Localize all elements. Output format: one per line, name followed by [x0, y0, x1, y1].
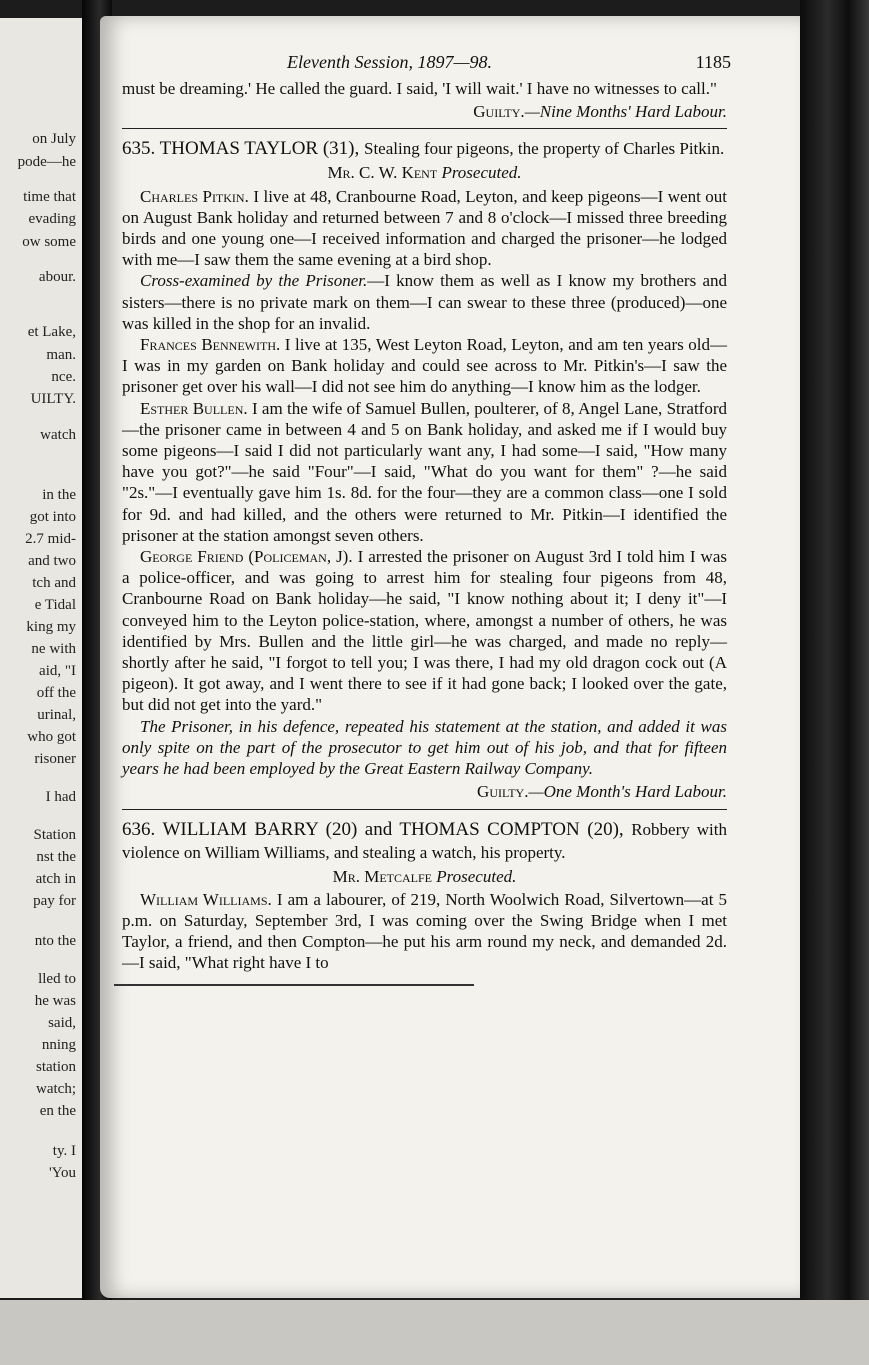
- running-title: Eleventh Session, 1897—98.: [287, 52, 492, 72]
- left-margin-fragment: Station: [33, 827, 76, 843]
- charge: Robbery with violence on William Williams, and stealing a watch, his property.: [122, 819, 727, 862]
- left-margin-fragment: et Lake,: [27, 324, 76, 340]
- testimony-text: I arrested the prisoner on August 3rd I told him I was a police-officer, and was going to arrest him for stealing four pigeons from 48, Cranbourne Road on Bank holiday—he said, "I know nothing about it; I deny it"—I conveyed him to the Leyton police-station, where, amongst a number of others, he was identified by Mrs. Bullen and the little girl—he was charged, and made no reply—shortly after he said, "I forgot to tell you; I was there, I had my old dragon cock out (A pigeon). It got away, and I went there to see if it had gone back; I looked over the gate, but did not get into the yard.": [122, 547, 727, 715]
- witness-name: Esther Bullen.: [140, 398, 248, 418]
- left-margin-fragment: urinal,: [37, 707, 76, 723]
- left-margin-fragment: in the: [42, 487, 76, 503]
- witness-name: William Williams.: [140, 889, 272, 909]
- testimony-text: I live at 135, West Leyton Road, Leyton, and am ten years old—I was in my garden on Bank holiday and could see across to Mr. Pitkin's—I saw the prisoner get over his wall—I did not see him do anything—I know him as the lodger.: [122, 335, 728, 397]
- testimony-text: I live at 48, Cranbourne Road, Leyton, and keep pigeons—I went out on August Bank holiday and returned between 7 and 8 o'clock—I missed three breeding birds and one young one—I received information and charged the prisoner—he lodged with me—I saw them the same evening at a bird shop.: [122, 186, 728, 270]
- left-margin-fragment: on July: [32, 131, 76, 147]
- verdict-label: Guilty.: [473, 102, 525, 122]
- left-margin-fragment: I had: [45, 789, 76, 805]
- left-margin-fragment: ty. I: [52, 1143, 76, 1159]
- testimony-text: I am the wife of Samuel Bullen, poulterer, of 8, Angel Lane, Stratford—the prisoner came in between 4 and 5 on Bank holiday, and asked me if I would buy some pigeons—I said I did not particularly want any, I had some—I said, "How many have you got?"—he said "Four"—I said, "What do you want for them" ?—he said "2s."—I eventually gave him 1s. 8d. for the four—they are a common class—one I sold for 9d. and had killed, and the others were returned to Mr. Pitkin—I identified the prisoner at the station amongst seven others.: [122, 398, 727, 545]
- left-margin-fragment: ne with: [31, 641, 76, 657]
- left-margin-fragment: king my: [26, 619, 76, 635]
- page-content: [122, 52, 731, 986]
- left-margin-fragment: off the: [36, 685, 76, 701]
- left-margin-fragment: who got: [27, 729, 76, 745]
- page-bottom-rule: [114, 984, 474, 986]
- left-margin-fragment: he was: [34, 993, 76, 1009]
- left-margin-fragment: nce.: [51, 369, 76, 385]
- left-margin-fragment: evading: [28, 211, 76, 227]
- left-margin-fragment: nst the: [36, 849, 76, 865]
- defendant-names: WILLIAM BARRY (20) and THOMAS COMPTON (20),: [162, 818, 624, 840]
- testimony-paragraph: [122, 270, 727, 334]
- left-margin-fragment: got into: [29, 509, 76, 525]
- left-margin-fragment: and two: [28, 553, 76, 569]
- defence-paragraph: The Prisoner, in his defence, repeated his statement at the station, and added it was only spite on the part of the prosecutor to get him out of his job, and that for fifteen years he had been employed by the Great Eastern Railway Company.: [122, 716, 727, 779]
- left-margin-fragment: e Tidal: [34, 597, 76, 613]
- left-margin-fragment: risoner: [34, 751, 76, 767]
- case-635-counsel: [122, 162, 727, 183]
- bottom-background: [0, 1300, 869, 1365]
- witness-name: George Friend (Policeman, J).: [140, 547, 353, 567]
- prev-case-text: must be dreaming.' He called the guard. I said, 'I will wait.' I have no witnesses to call.": [122, 79, 717, 98]
- testimony-paragraph: [122, 186, 727, 271]
- left-margin-fragment: nning: [41, 1037, 76, 1053]
- left-margin-fragment: abour.: [38, 269, 76, 285]
- left-margin-fragment: ow some: [22, 234, 76, 250]
- left-margin-fragment: time that: [23, 189, 76, 205]
- left-margin-fragment: atch in: [35, 871, 76, 887]
- case-635-heading: [122, 137, 727, 160]
- defendant-name: THOMAS TAYLOR (31),: [159, 138, 360, 160]
- left-margin-fragment: 2.7 mid-: [25, 531, 76, 547]
- left-margin-fragment: UILTY.: [30, 391, 76, 407]
- page-header: [122, 52, 731, 78]
- verdict-label: Guilty.: [477, 782, 529, 802]
- case-636-heading: [122, 818, 727, 864]
- left-page-edge: [0, 18, 88, 1298]
- right-book-edge: [800, 0, 869, 1365]
- verdict-sentence: —One Month's Hard Labour.: [528, 782, 727, 802]
- counsel-name: Mr. Metcalfe: [332, 866, 433, 886]
- left-margin-fragment: said,: [48, 1015, 76, 1031]
- witness-name: Cross-examined by the Prisoner.: [140, 271, 368, 291]
- left-margin-fragment: en the: [39, 1103, 76, 1119]
- case-635-verdict: [122, 781, 727, 802]
- left-margin-fragment: aid, "I: [39, 663, 76, 679]
- counsel-role: Prosecuted.: [441, 163, 522, 183]
- left-margin-fragment: station: [36, 1059, 76, 1075]
- page-number: 1185: [695, 52, 731, 72]
- verdict-sentence: —Nine Months' Hard Labour.: [524, 102, 727, 122]
- left-margin-fragment: nto the: [34, 933, 76, 949]
- testimony-text: I am a labourer, of 219, North Woolwich Road, Silvertown—at 5 p.m. on Saturday, September 3rd, I was coming over the Swing Bridge when I met Taylor, a friend, and then Compton—he put his arm round my neck, and demanded 2d.—I said, "What right have I to: [122, 889, 727, 973]
- case-divider: [122, 809, 727, 810]
- left-margin-fragment: pode—he: [17, 154, 76, 170]
- left-margin-fragment: 'You: [48, 1165, 76, 1181]
- case-636-counsel: [122, 866, 727, 887]
- testimony-text: —I know them as well as I know my brothers and sisters—there is no private mark on them—I can swear to these three (produced)—one was killed in the shop for an invalid.: [122, 271, 727, 333]
- witness-name: Charles Pitkin.: [140, 186, 249, 206]
- witness-name: Frances Bennewith.: [140, 335, 281, 355]
- prev-case-verdict: [122, 101, 727, 122]
- testimony-paragraph: [122, 334, 727, 398]
- testimony-paragraph: [122, 546, 727, 716]
- case-divider: [122, 128, 727, 129]
- left-margin-fragment: man.: [46, 347, 76, 363]
- left-margin-fragment: tch and: [32, 575, 76, 591]
- charge: Stealing four pigeons, the property of Charles Pitkin.: [364, 139, 725, 159]
- testimony-paragraph: [122, 398, 727, 546]
- counsel-name: Mr. C. W. Kent: [327, 163, 438, 183]
- left-margin-fragment: lled to: [38, 971, 76, 987]
- left-margin-fragment: watch: [40, 427, 76, 443]
- main-page: [100, 16, 800, 1298]
- case-number: 635.: [122, 138, 156, 160]
- testimony-paragraph: [122, 889, 727, 974]
- case-number: 636.: [122, 818, 156, 840]
- left-margin-fragment: pay for: [33, 893, 76, 909]
- counsel-role: Prosecuted.: [436, 866, 517, 886]
- left-margin-fragment: watch;: [36, 1081, 76, 1097]
